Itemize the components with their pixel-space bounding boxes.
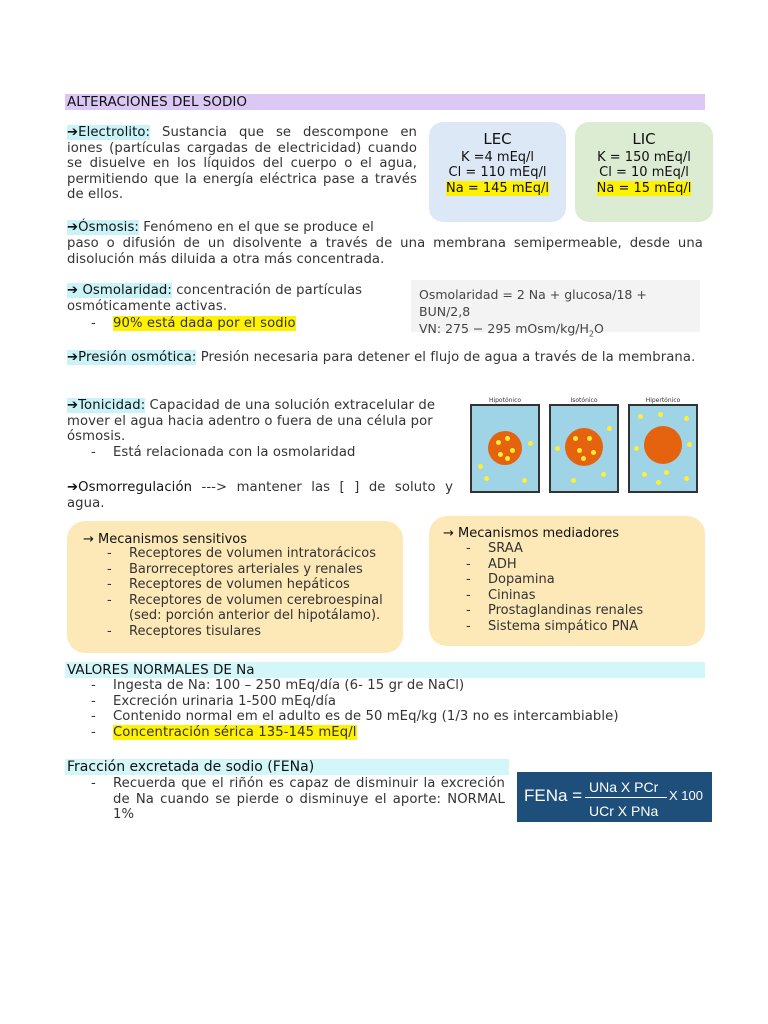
sensitivos-list: [105, 546, 395, 639]
lec-na: Na = 145 mEq/l: [446, 180, 549, 196]
list-item: - SRAA: [464, 541, 694, 557]
valores-list: [89, 678, 709, 740]
list-item: - Está relacionada con la osmolaridad: [89, 445, 419, 461]
hypertonic-cell: Hipertónico: [628, 404, 698, 493]
list-item: - Concentración sérica 135-145 mEq/l: [89, 725, 709, 741]
list-item: - Excreción urinaria 1-500 mEq/día: [89, 694, 709, 710]
tonicidad-paragraph: ➔Tonicidad: Capacidad de una solución extracelular de mover el agua hacia adentro o fuera de una célula por ósmosis.: [67, 398, 436, 444]
list-item: - Barorreceptores arteriales y renales: [105, 562, 395, 578]
list-item: - ADH: [464, 557, 694, 573]
list-item: - Receptores de volumen cerebroespinal (sed: porción anterior del hipotálamo).: [105, 593, 395, 624]
page-title: ALTERACIONES DEL SODIO: [65, 94, 705, 110]
list-item: - Receptores de volumen intratorácicos: [105, 546, 395, 562]
presion-term: ➔Presión osmótica:: [67, 350, 197, 365]
fena-list: [89, 776, 505, 823]
list-item: - Dopamina: [464, 572, 694, 588]
list-item: - Receptores de volumen hepáticos: [105, 577, 395, 593]
list-item: - Prostaglandinas renales: [464, 603, 694, 619]
presion-paragraph: ➔Presión osmótica: Presión necesaria para detener el flujo de agua a través de la membrana.: [67, 350, 696, 365]
mecanismos-sensitivos-box: [67, 521, 403, 653]
tonicidad-term: ➔Tonicidad:: [67, 398, 146, 413]
mediadores-list: [464, 541, 694, 634]
osmosis-line1: ➔Ósmosis: Fenómeno en el que se produce el: [67, 220, 374, 235]
lic-box: [575, 122, 713, 222]
sensitivos-title: → Mecanismos sensitivos: [83, 532, 248, 547]
mecanismos-mediadores-box: [429, 516, 705, 646]
fena-title: Fracción excretada de sodio (FENa): [65, 759, 509, 775]
tonicity-illustration: [466, 396, 702, 496]
osmolaridad-paragraph: ➔ Osmolaridad: concentración de partículas osmóticamente activas.: [67, 283, 363, 314]
osmolaridad-term: ➔ Osmolaridad:: [67, 283, 172, 298]
isotonic-cell: Isotónico: [549, 404, 619, 493]
electrolito-paragraph: ➔Electrolito: Sustancia que se descompone en iones (partículas cargadas de electricidad) cuando se disuelve en los líquidos del cuerpo o el agua, permitiendo que la energía eléctrica pase a través de ellos.: [67, 125, 417, 202]
valores-title: VALORES NORMALES DE Na: [65, 662, 705, 678]
list-item: - Receptores tisulares: [105, 624, 395, 640]
lic-k: K = 150 mEq/l: [597, 149, 691, 165]
lec-k: K =4 mEq/l: [460, 149, 535, 165]
osmolaridad-bullets: [89, 316, 329, 332]
osmolaridad-formula: Osmolaridad = 2 Na + glucosa/18 + BUN/2,8 VN: 275 − 295 mOsm/$kg/H_2O$: [411, 280, 700, 332]
list-item: - Cininas: [464, 588, 694, 604]
hypotonic-cell: Hipotónico: [470, 404, 540, 493]
tonicidad-bullets: [89, 445, 419, 461]
list-item: - Sistema simpático PNA: [464, 619, 694, 635]
electrolito-term: ➔Electrolito:: [67, 125, 151, 140]
lec-cl: Cl = 110 mEq/l: [448, 165, 547, 180]
list-item: - 90% está dada por el sodio: [89, 316, 329, 332]
list-item: - Contenido normal em el adulto es de 50 mEq/kg (1/3 no es intercambiable): [89, 709, 709, 725]
osmosis-paragraph: paso o difusión de un disolvente a través de una membrana semipermeable, desde una disolución más diluida a otra más concentrada.: [67, 236, 703, 267]
osmorregulacion-term: ➔Osmorregulación: [67, 480, 193, 495]
list-item: - Ingesta de Na: 100 – 250 mEq/día (6- 15 gr de NaCl): [89, 678, 709, 694]
fena-formula: FENa = UNa X PCr UCr X PNa X 100: [517, 772, 712, 822]
lic-cl: Cl = 10 mEq/l: [599, 165, 689, 180]
mediadores-title: → Mecanismos mediadores: [443, 526, 620, 541]
osmosis-term: ➔Ósmosis:: [67, 220, 139, 235]
lic-na: Na = 15 mEq/l: [596, 180, 692, 196]
lec-title: LEC: [483, 130, 512, 148]
lic-title: LIC: [632, 130, 656, 148]
list-item: - Recuerda que el riñón es capaz de disminuir la excreción de Na cuando se pierde o disminuye el aporte: NORMAL 1%: [89, 776, 505, 823]
lec-box: [429, 122, 566, 222]
osmorregulacion-paragraph: ➔Osmorregulación ---> mantener las [ ] de soluto y agua.: [67, 480, 453, 511]
